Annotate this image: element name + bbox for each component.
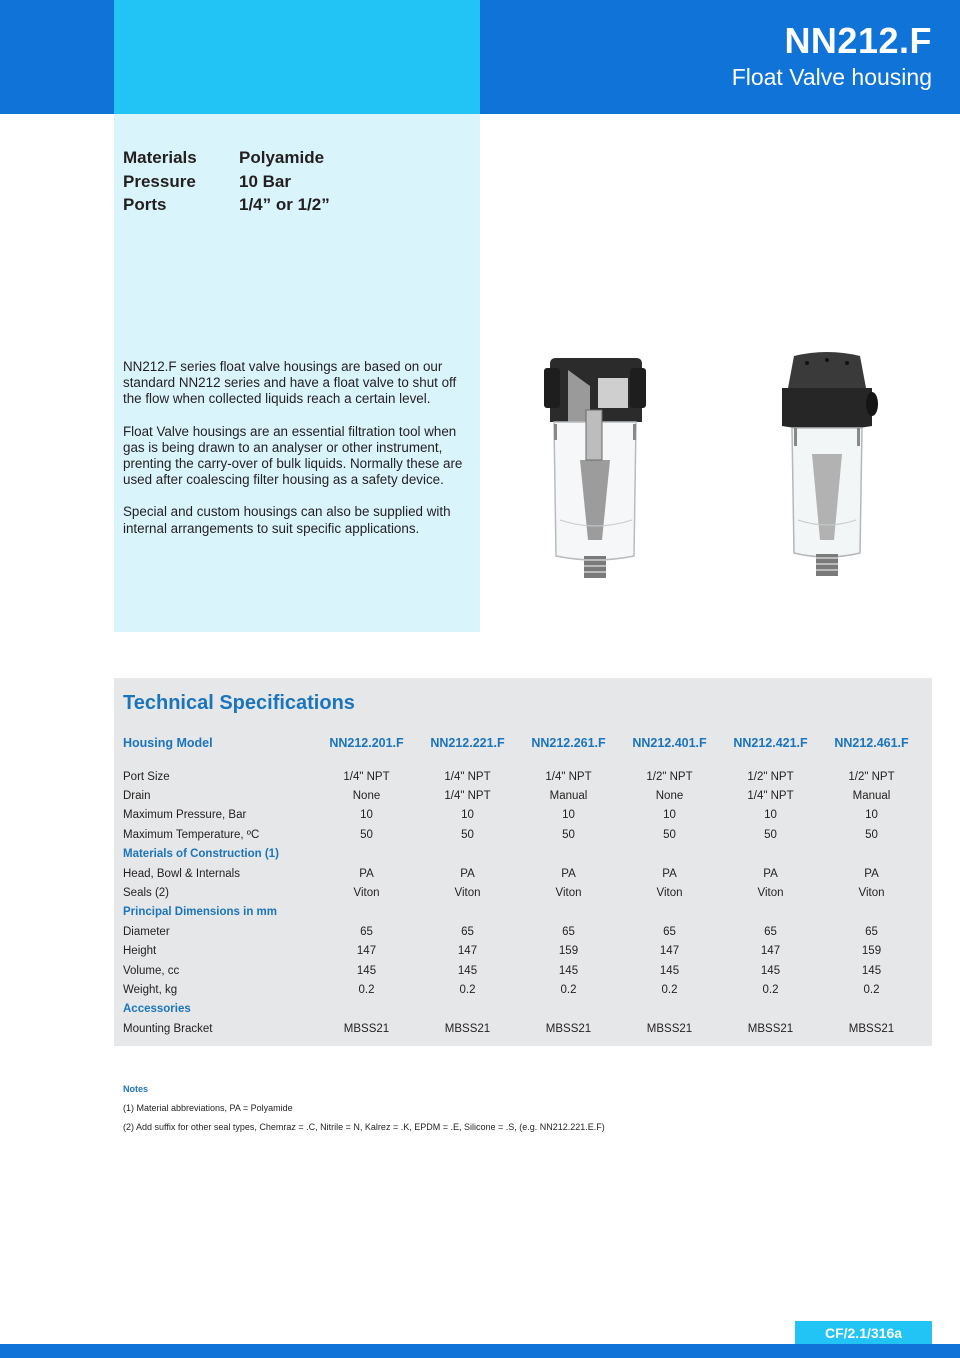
spec-row-pressure [123,170,330,194]
table-cell: 0.2 [762,983,779,996]
table-cell: 159 [861,945,882,958]
table-cell: Viton [454,887,481,900]
table-cell: 145 [760,964,781,977]
row-label: Drain [123,790,151,803]
table-body [123,752,922,1038]
table-cell: MBSS21 [646,1022,693,1035]
spec-value: 1/4” or 1/2” [239,195,330,214]
row-label: Head, Bowl & Internals [123,867,240,880]
spec-row-materials [123,146,330,170]
row-label: Maximum Temperature, ºC [123,828,260,841]
row-label: Diameter [123,925,170,938]
note-line: (2) Add suffix for other seal types, Chemraz = .C, Nitrile = N, Kalrez = .K, EPDM = .E, Silicone = .S, (e.g. NN212.221.E.F) [123,1122,605,1132]
table-cell: Viton [757,887,784,900]
table-cell: 50 [562,828,575,841]
spec-value: 10 Bar [239,171,291,191]
row-label: Weight, kg [123,983,178,996]
technical-specifications-table [123,734,922,1038]
table-cell: 1/2" NPT [747,770,794,783]
model-header: NN212.261.F [531,736,606,750]
table-cell: 1/2" NPT [848,770,895,783]
table-cell: 145 [558,964,579,977]
notes [123,1084,605,1141]
table-cell: Manual [549,790,588,803]
table-cell: 10 [764,809,777,822]
header-accent-block [114,0,480,114]
product-name: Float Valve housing [731,64,932,90]
technical-specifications-title: Technical Specifications [123,692,355,714]
footer-bar [0,1344,960,1358]
document-reference: CF/2.1/316a [795,1321,932,1344]
table-cell: 10 [865,809,878,822]
table-cell: MBSS21 [545,1022,592,1035]
row-label: Height [123,945,157,958]
model-header: NN212.421.F [733,736,808,750]
table-cell: 65 [663,925,676,938]
section-heading: Materials of Construction (1) [123,848,279,861]
section-heading: Accessories [123,1003,191,1016]
table-cell: 0.2 [560,983,577,996]
table-row [123,786,922,805]
table-row [123,825,922,844]
table-cell: 159 [558,945,579,958]
table-row [123,864,922,883]
table-spacer [123,752,922,767]
table-cell: PA [561,867,576,880]
table-cell: Viton [858,887,885,900]
table-cell: PA [460,867,475,880]
table-cell: 1/4" NPT [747,790,794,803]
table-cell: 1/4" NPT [343,770,390,783]
model-header: NN212.461.F [834,736,909,750]
table-cell: 0.2 [863,983,880,996]
row-label: Port Size [123,770,170,783]
table-cell: None [655,790,684,803]
spec-key: Ports [123,195,167,214]
table-cell: 1/4" NPT [444,770,491,783]
table-cell: PA [864,867,879,880]
table-cell: 1/4" NPT [545,770,592,783]
table-cell: PA [359,867,374,880]
table-row [123,883,922,902]
key-spec-list [123,146,330,217]
table-section-row [123,1000,922,1019]
table-row [123,980,922,999]
table-cell: 145 [457,964,478,977]
table-cell: MBSS21 [747,1022,794,1035]
table-cell: 10 [461,809,474,822]
table-cell: Viton [353,887,380,900]
spec-value: Polyamide [239,148,325,167]
table-cell: 50 [764,828,777,841]
row-label: Maximum Pressure, Bar [123,809,247,822]
table-cell: 50 [865,828,878,841]
row-label: Mounting Bracket [123,1022,213,1035]
table-row [123,806,922,825]
table-cell: 65 [562,925,575,938]
table-cell: 145 [861,964,882,977]
table-cell: 50 [663,828,676,841]
table-cell: 50 [360,828,373,841]
model-header: NN212.401.F [632,736,707,750]
table-cell: 147 [659,945,680,958]
table-cell: 65 [865,925,878,938]
table-cell: Viton [656,887,683,900]
spec-row-ports [123,193,330,217]
table-cell: 1/4" NPT [444,790,491,803]
table-section-row [123,903,922,922]
table-cell: Manual [852,790,891,803]
table-cell: 65 [360,925,373,938]
notes-title: Notes [123,1084,149,1094]
table-section-row [123,845,922,864]
table-row [123,1019,922,1038]
table-cell: 10 [562,809,575,822]
product-description [123,359,475,553]
table-cell: MBSS21 [343,1022,390,1035]
housing-exterior-image [772,348,882,592]
row-label: Volume, cc [123,964,180,977]
spec-key: Pressure [123,171,196,191]
housing-cutaway-image [540,350,650,590]
table-cell: 147 [457,945,478,958]
table-cell: 10 [663,809,676,822]
table-cell: 147 [356,945,377,958]
model-header: NN212.201.F [329,736,404,750]
table-cell: PA [763,867,778,880]
table-cell: PA [662,867,677,880]
section-heading: Principal Dimensions in mm [123,906,278,919]
table-cell: 65 [764,925,777,938]
table-cell: 147 [760,945,781,958]
table-cell: 145 [356,964,377,977]
table-cell: MBSS21 [444,1022,491,1035]
table-row [123,922,922,941]
table-header-row [123,734,922,752]
table-cell: 145 [659,964,680,977]
table-row [123,961,922,980]
spec-key: Materials [123,148,197,167]
table-row [123,767,922,786]
table-cell: 50 [461,828,474,841]
table-cell: MBSS21 [848,1022,895,1035]
table-cell: 0.2 [661,983,678,996]
table-cell: 10 [360,809,373,822]
table-cell: 0.2 [358,983,375,996]
table-cell: 65 [461,925,474,938]
description-paragraph: NN212.F series float valve housings are based on our standard NN212 series and have a float valve to shut off the flow when collected liquids reach a certain level. [123,359,457,407]
note-line: (1) Material abbreviations, PA = Polyamide [123,1103,293,1113]
model-header: NN212.221.F [430,736,505,750]
table-cell: 0.2 [459,983,476,996]
product-code: NN212.F [784,20,932,61]
row-label: Seals (2) [123,887,170,900]
table-cell: 1/2" NPT [646,770,693,783]
table-cell: None [352,790,381,803]
table-row [123,942,922,961]
table-cell: Viton [555,887,582,900]
housing-model-header: Housing Model [123,736,213,750]
description-paragraph: Float Valve housings are an essential filtration tool when gas is being drawn to an analyser or other instrument, prenting the carry-over of bulk liquids. Normally these are used after coalescing filter housing as a safety device. [123,423,463,488]
description-paragraph: Special and custom housings can also be supplied with internal arrangements to suit specific applications. [123,504,451,536]
